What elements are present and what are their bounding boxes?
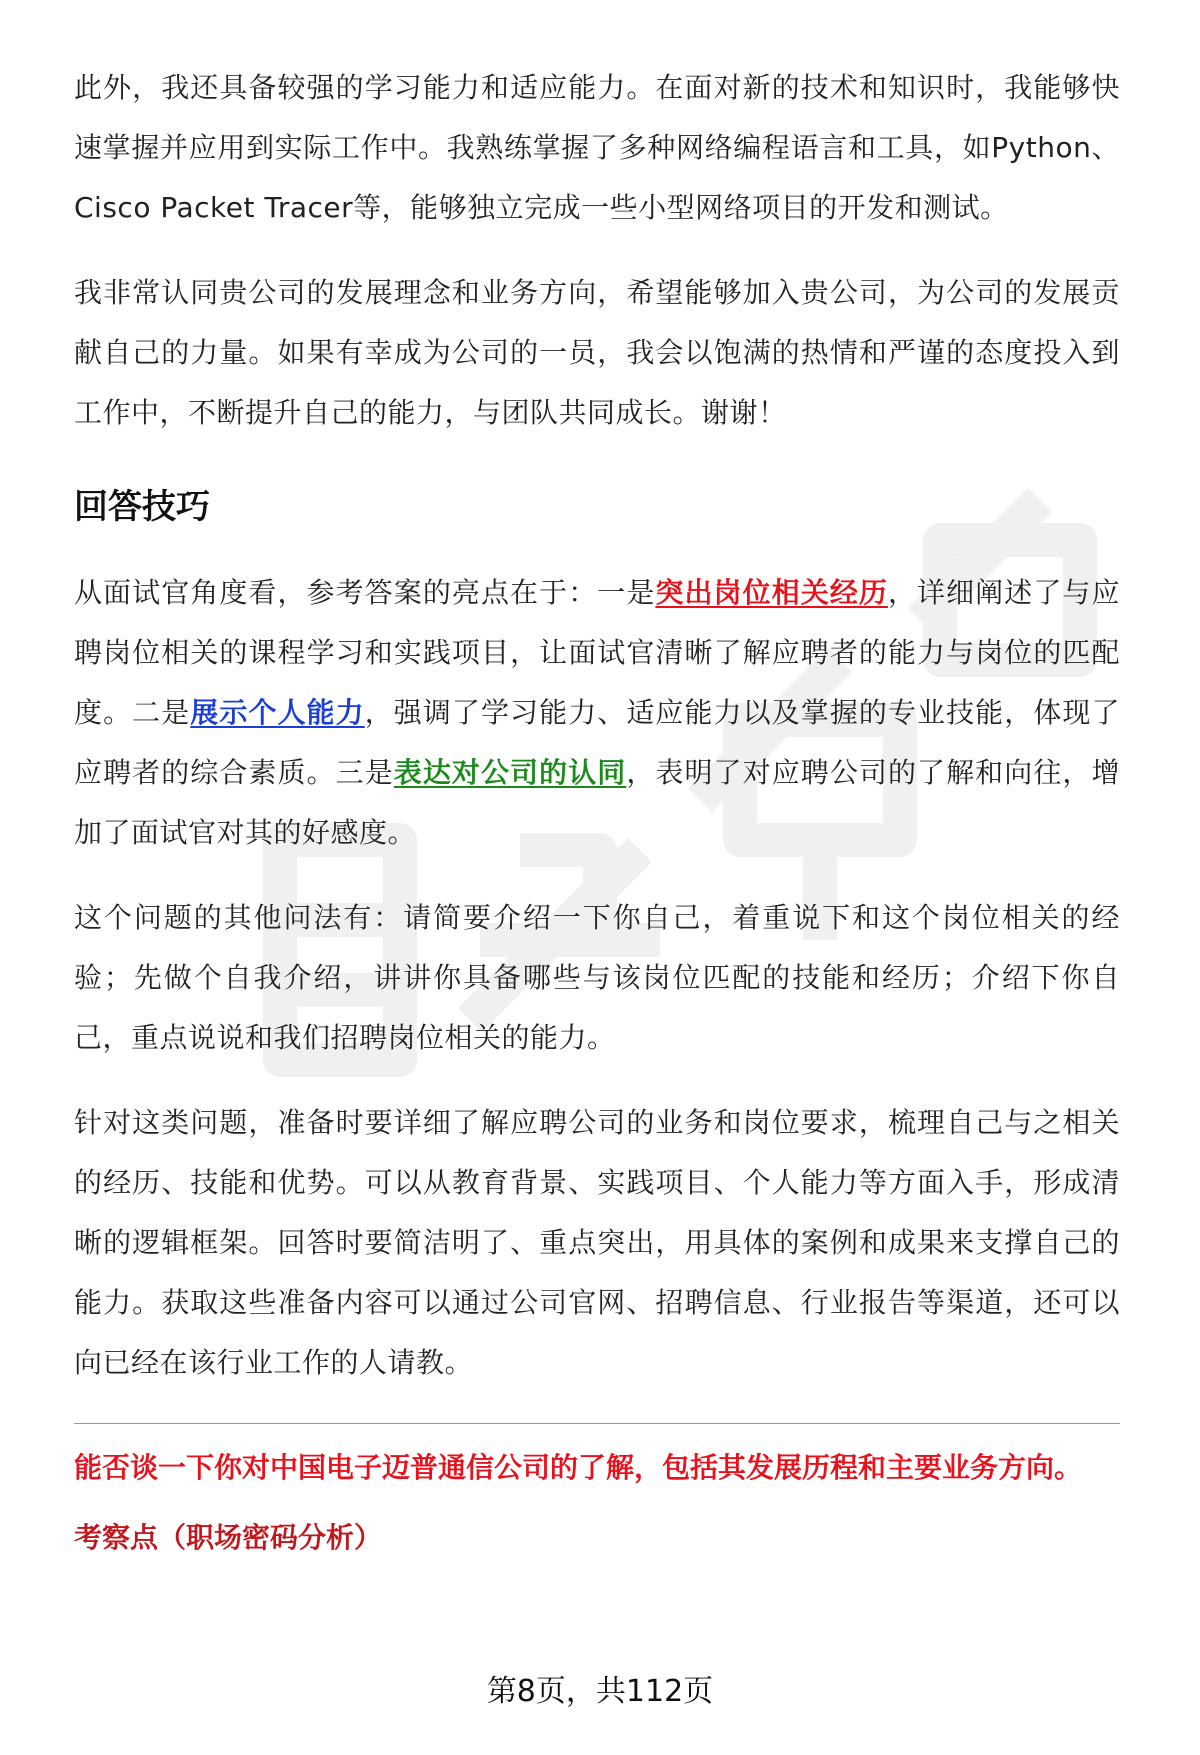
paragraph-tips (74, 563, 1120, 863)
page-number: 第8页，共112页 (486, 1674, 714, 1709)
next-question-subhead: 考察点（职场密码分析） (74, 1521, 383, 1554)
section-divider (74, 1423, 1120, 1424)
tips-text-2: ，详细阐述了与应聘岗位相关的课程学习和实践项目，让面试官清晰了解应聘者的能力与岗位的匹配度。二是 (74, 576, 1120, 729)
paragraph-alt-questions: 这个问题的其他问法有：请简要介绍一下你自己，着重说下和这个岗位相关的经验；先做个自我介绍，讲讲你具备哪些与该岗位匹配的技能和经历；介绍下你自己，重点说说和我们招聘岗位相关的能力。 (74, 901, 1120, 1054)
paragraph-skills: 此外，我还具备较强的学习能力和适应能力。在面对新的技术和知识时，我能够快速掌握并应用到实际工作中。我熟练掌握了多种网络编程语言和工具，如Python、Cisco Packet Tracer等，能够独立完成一些小型网络项目的开发和测试。 (74, 71, 1120, 224)
highlight-personal-ability: 展示个人能力 (190, 696, 365, 729)
paragraph-closing: 我非常认同贵公司的发展理念和业务方向，希望能够加入贵公司，为公司的发展贡献自己的力量。如果有幸成为公司的一员，我会以饱满的热情和严谨的态度投入到工作中，不断提升自己的能力，与团队共同成长。谢谢！ (74, 276, 1120, 429)
highlight-related-experience: 突出岗位相关经历 (655, 576, 888, 609)
tips-text-1: 从面试官角度看，参考答案的亮点在于：一是 (74, 576, 656, 609)
section-heading: 回答技巧 (74, 487, 210, 527)
tips-text-3: ，强调了学习能力、适应能力以及掌握的专业技能，体现了应聘者的综合素质。三是 (74, 696, 1120, 789)
next-question: 能否谈一下你对中国电子迈普通信公司的了解，包括其发展历程和主要业务方向。 (74, 1451, 1083, 1484)
highlight-company-recognition: 表达对公司的认同 (393, 756, 627, 789)
tips-text-4: ，表明了对应聘公司的了解和向往，增加了面试官对其的好感度。 (74, 756, 1120, 849)
document-page (74, 58, 1120, 1568)
paragraph-preparation: 针对这类问题，准备时要详细了解应聘公司的业务和岗位要求，梳理自己与之相关的经历、技能和优势。可以从教育背景、实践项目、个人能力等方面入手，形成清晰的逻辑框架。回答时要简洁明了、重点突出，用具体的案例和成果来支撑自己的能力。获取这些准备内容可以通过公司官网、招聘信息、行业报告等渠道，还可以向已经在该行业工作的人请教。 (74, 1106, 1120, 1379)
